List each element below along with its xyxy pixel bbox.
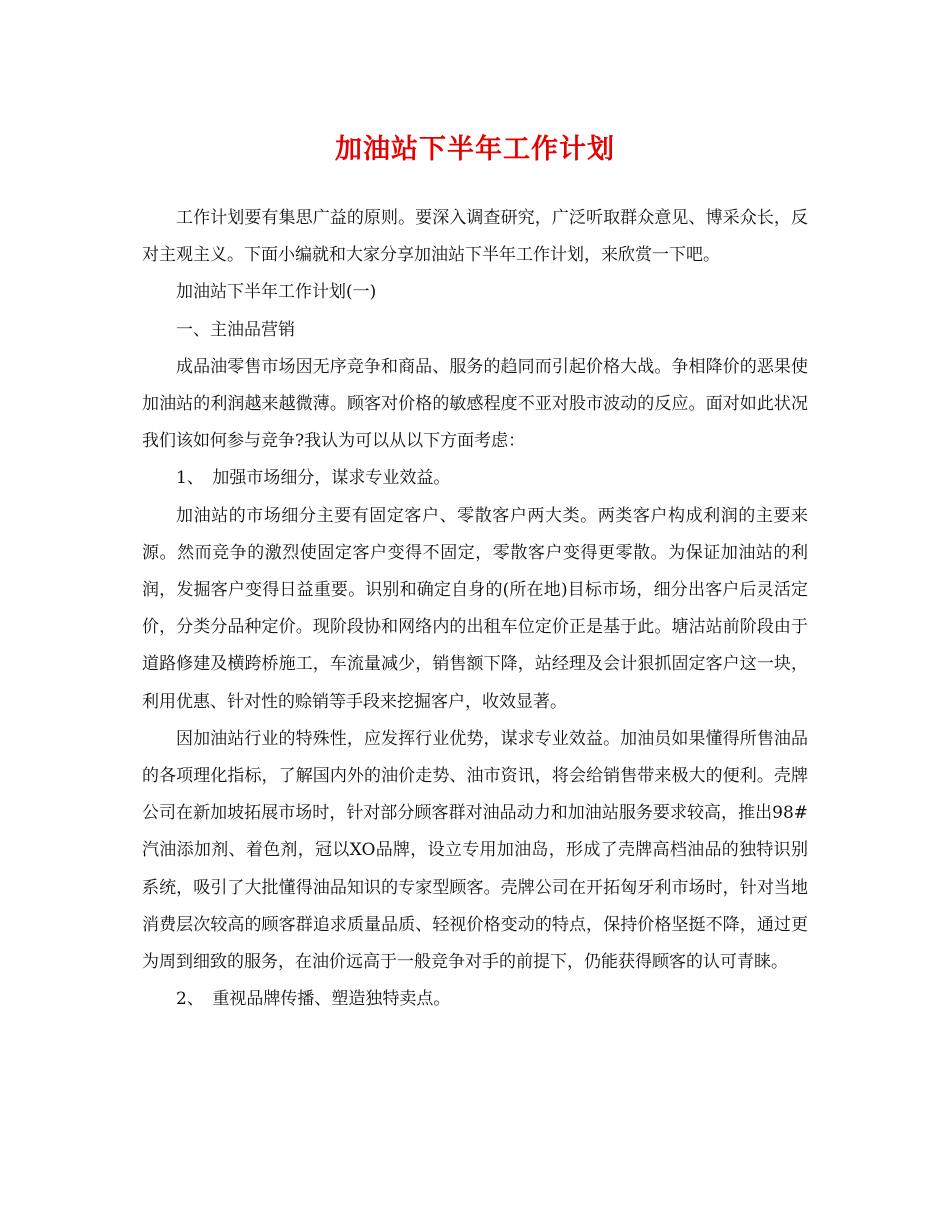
body-paragraph: 因加油站行业的特殊性，应发挥行业优势，谋求专业效益。加油员如果懂得所售油品的各项理化指标，了解国内外的油价走势、油市资讯，将会给销售带来极大的便利。壳牌公司在新加坡拓展市场时，针对部分顾客群对油品动力和加油站服务要求较高，推出98#汽油添加剂、着色剂，冠以XO品牌，设立专用加油岛，形成了壳牌高档油品的独特识别系统，吸引了大批懂得油品知识的专家型顾客。壳牌公司在开拓匈牙利市场时，针对当地消费层次较高的顾客群追求质量品质、轻视价格变动的特点，保持价格坚挺不降，通过更为周到细致的服务，在油价远高于一般竞争对手的前提下，仍能获得顾客的认可青睐。 (142, 728, 808, 973)
numbered-point: 1、 加强市场细分，谋求专业效益。 (176, 468, 451, 489)
document-title: 加油站下半年工作计划 (335, 134, 615, 165)
document-body (142, 200, 808, 1018)
intro-paragraph: 工作计划要有集思广益的原则。要深入调查研究，广泛听取群众意见、博采众长，反对主观主义。下面小编就和大家分享加油站下半年工作计划，来欣赏一下吧。 (142, 208, 808, 266)
body-paragraph: 成品油零售市场因无序竞争和商品、服务的趋同而引起价格大战。争相降价的恶果使加油站的利润越来越微薄。顾客对价格的敏感程度不亚对股市波动的反应。面对如此状况我们该如何参与竞争?我认为可以从以下方面考虑： (142, 356, 808, 452)
section-heading: 一、主油品营销 (176, 319, 295, 340)
plan-heading: 加油站下半年工作计划(一) (176, 282, 377, 303)
numbered-point: 2、 重视品牌传播、塑造独特卖点。 (176, 989, 451, 1010)
body-paragraph: 加油站的市场细分主要有固定客户、零散客户两大类。两类客户构成利润的主要来源。然而竞争的激烈使固定客户变得不固定，零散客户变得更零散。为保证加油站的利润，发掘客户变得日益重要。识别和确定自身的(所在地)目标市场，细分出客户后灵活定价，分类分品种定价。现阶段协和网络内的出租车位定价正是基于此。塘沽站前阶段由于道路修建及横跨桥施工，车流量减少，销售额下降，站经理及会计狠抓固定客户这一块，利用优惠、针对性的赊销等手段来挖掘客户，收效显著。 (142, 505, 808, 712)
